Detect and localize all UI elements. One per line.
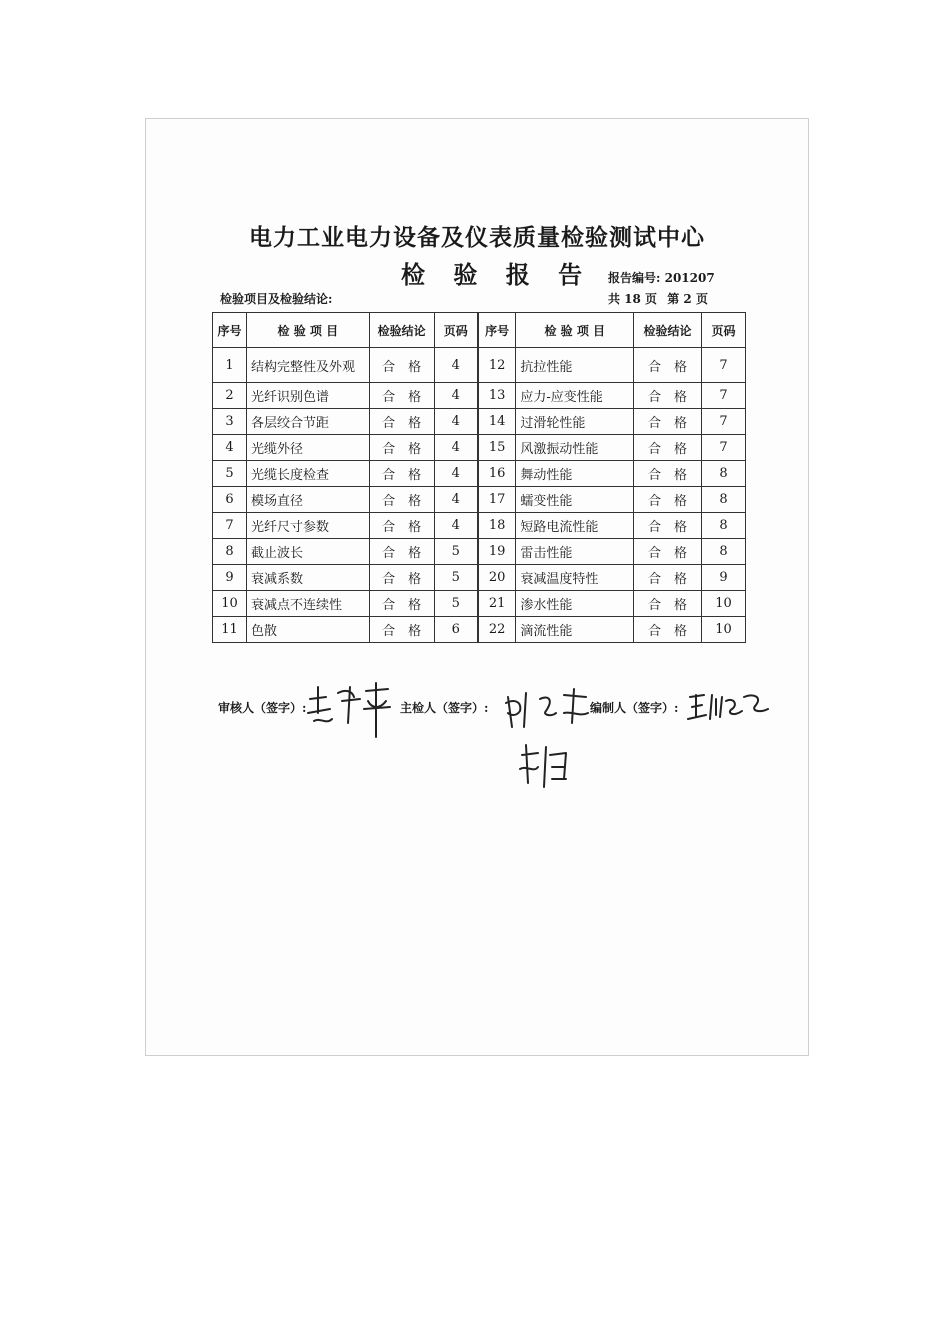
table-row xyxy=(213,487,746,513)
cell-page: 4 xyxy=(434,513,478,539)
cell-result-2: 合 格 xyxy=(634,383,702,409)
cell-no: 5 xyxy=(213,461,247,487)
cell-page-2: 8 xyxy=(702,487,746,513)
cell-page-2: 7 xyxy=(702,348,746,383)
cell-item: 模场直径 xyxy=(246,487,369,513)
cell-no: 10 xyxy=(213,591,247,617)
col-header-item-2: 检 验 项 目 xyxy=(516,313,634,348)
col-header-result: 检验结论 xyxy=(369,313,434,348)
cell-result-2: 合 格 xyxy=(634,487,702,513)
reviewer-label: 审核人（签字）: xyxy=(218,701,307,715)
cell-no-2: 15 xyxy=(478,435,516,461)
cell-item: 各层绞合节距 xyxy=(246,409,369,435)
results-table xyxy=(212,312,746,643)
cell-result-2: 合 格 xyxy=(634,435,702,461)
cell-result: 合 格 xyxy=(369,539,434,565)
cell-item-2: 短路电流性能 xyxy=(516,513,634,539)
compiler-label: 编制人（签字）: xyxy=(590,701,679,715)
report-title: 检 验 报 告 xyxy=(401,260,593,289)
compiler-signature xyxy=(686,687,770,727)
cell-item-2: 雷击性能 xyxy=(516,539,634,565)
cell-page: 4 xyxy=(434,383,478,409)
cell-no-2: 12 xyxy=(478,348,516,383)
cell-item-2: 应力-应变性能 xyxy=(516,383,634,409)
cell-result-2: 合 格 xyxy=(634,591,702,617)
total-pages: 共 18 页 xyxy=(608,292,658,306)
cell-page-2: 8 xyxy=(702,513,746,539)
cell-result: 合 格 xyxy=(369,513,434,539)
cell-item-2: 抗拉性能 xyxy=(516,348,634,383)
cell-result: 合 格 xyxy=(369,383,434,409)
table-row xyxy=(213,348,746,383)
cell-no-2: 13 xyxy=(478,383,516,409)
cell-item: 光缆外径 xyxy=(246,435,369,461)
cell-page-2: 8 xyxy=(702,461,746,487)
cell-no: 4 xyxy=(213,435,247,461)
table-body xyxy=(213,348,746,643)
cell-result: 合 格 xyxy=(369,461,434,487)
cell-result: 合 格 xyxy=(369,565,434,591)
cell-result: 合 格 xyxy=(369,348,434,383)
table-header-row xyxy=(213,313,746,348)
cell-page-2: 9 xyxy=(702,565,746,591)
cell-result-2: 合 格 xyxy=(634,617,702,643)
cell-item: 衰减系数 xyxy=(246,565,369,591)
cell-no-2: 21 xyxy=(478,591,516,617)
cell-page: 4 xyxy=(434,348,478,383)
col-header-no: 序号 xyxy=(213,313,247,348)
cell-result-2: 合 格 xyxy=(634,565,702,591)
inspector-label: 主检人（签字）: xyxy=(400,701,489,715)
cell-page-2: 7 xyxy=(702,435,746,461)
cell-no-2: 20 xyxy=(478,565,516,591)
signature-row xyxy=(218,687,778,797)
cell-page-2: 7 xyxy=(702,383,746,409)
cell-item-2: 衰减温度特性 xyxy=(516,565,634,591)
org-title: 电力工业电力设备及仪表质量检验测试中心 xyxy=(249,224,705,251)
cell-item-2: 滴流性能 xyxy=(516,617,634,643)
reviewer-signature xyxy=(304,679,396,749)
cell-no: 1 xyxy=(213,348,247,383)
table-row xyxy=(213,435,746,461)
inspector-signature xyxy=(502,683,594,793)
cell-item-2: 过滑轮性能 xyxy=(516,409,634,435)
table-row xyxy=(213,383,746,409)
cell-no: 7 xyxy=(213,513,247,539)
table-row xyxy=(213,461,746,487)
cell-item-2: 蠕变性能 xyxy=(516,487,634,513)
col-header-page: 页码 xyxy=(434,313,478,348)
current-page: 第 2 页 xyxy=(667,292,708,306)
table-row xyxy=(213,591,746,617)
report-number: 报告编号: 201207 xyxy=(608,271,715,285)
cell-no: 9 xyxy=(213,565,247,591)
cell-page-2: 10 xyxy=(702,591,746,617)
cell-no-2: 17 xyxy=(478,487,516,513)
cell-no-2: 22 xyxy=(478,617,516,643)
cell-item: 光缆长度检查 xyxy=(246,461,369,487)
cell-result: 合 格 xyxy=(369,487,434,513)
cell-item-2: 舞动性能 xyxy=(516,461,634,487)
cell-no-2: 18 xyxy=(478,513,516,539)
cell-item: 衰减点不连续性 xyxy=(246,591,369,617)
table-row xyxy=(213,409,746,435)
cell-item: 色散 xyxy=(246,617,369,643)
cell-result-2: 合 格 xyxy=(634,409,702,435)
cell-no-2: 14 xyxy=(478,409,516,435)
cell-page-2: 8 xyxy=(702,539,746,565)
page-info xyxy=(608,290,714,307)
cell-item: 光纤尺寸参数 xyxy=(246,513,369,539)
cell-page: 4 xyxy=(434,461,478,487)
cell-no-2: 16 xyxy=(478,461,516,487)
cell-result-2: 合 格 xyxy=(634,513,702,539)
col-header-item: 检 验 项 目 xyxy=(246,313,369,348)
cell-result-2: 合 格 xyxy=(634,461,702,487)
cell-result: 合 格 xyxy=(369,409,434,435)
cell-item-2: 渗水性能 xyxy=(516,591,634,617)
cell-page: 5 xyxy=(434,591,478,617)
cell-page-2: 7 xyxy=(702,409,746,435)
col-header-no-2: 序号 xyxy=(478,313,516,348)
cell-page: 4 xyxy=(434,435,478,461)
cell-no: 2 xyxy=(213,383,247,409)
table-row xyxy=(213,539,746,565)
cell-page: 4 xyxy=(434,409,478,435)
cell-item-2: 风激振动性能 xyxy=(516,435,634,461)
cell-no: 6 xyxy=(213,487,247,513)
cell-page: 4 xyxy=(434,487,478,513)
col-header-page-2: 页码 xyxy=(702,313,746,348)
cell-item: 光纤识别色谱 xyxy=(246,383,369,409)
cell-result-2: 合 格 xyxy=(634,348,702,383)
cell-page: 6 xyxy=(434,617,478,643)
section-label: 检验项目及检验结论: xyxy=(220,292,333,306)
cell-no-2: 19 xyxy=(478,539,516,565)
cell-item: 结构完整性及外观 xyxy=(246,348,369,383)
cell-page: 5 xyxy=(434,565,478,591)
col-header-result-2: 检验结论 xyxy=(634,313,702,348)
table-row xyxy=(213,617,746,643)
cell-no: 8 xyxy=(213,539,247,565)
cell-no: 11 xyxy=(213,617,247,643)
cell-item: 截止波长 xyxy=(246,539,369,565)
table-row xyxy=(213,513,746,539)
cell-result: 合 格 xyxy=(369,591,434,617)
cell-no: 3 xyxy=(213,409,247,435)
table-row xyxy=(213,565,746,591)
cell-result: 合 格 xyxy=(369,435,434,461)
report-sheet xyxy=(145,118,809,1056)
cell-result: 合 格 xyxy=(369,617,434,643)
cell-page: 5 xyxy=(434,539,478,565)
cell-page-2: 10 xyxy=(702,617,746,643)
cell-result-2: 合 格 xyxy=(634,539,702,565)
